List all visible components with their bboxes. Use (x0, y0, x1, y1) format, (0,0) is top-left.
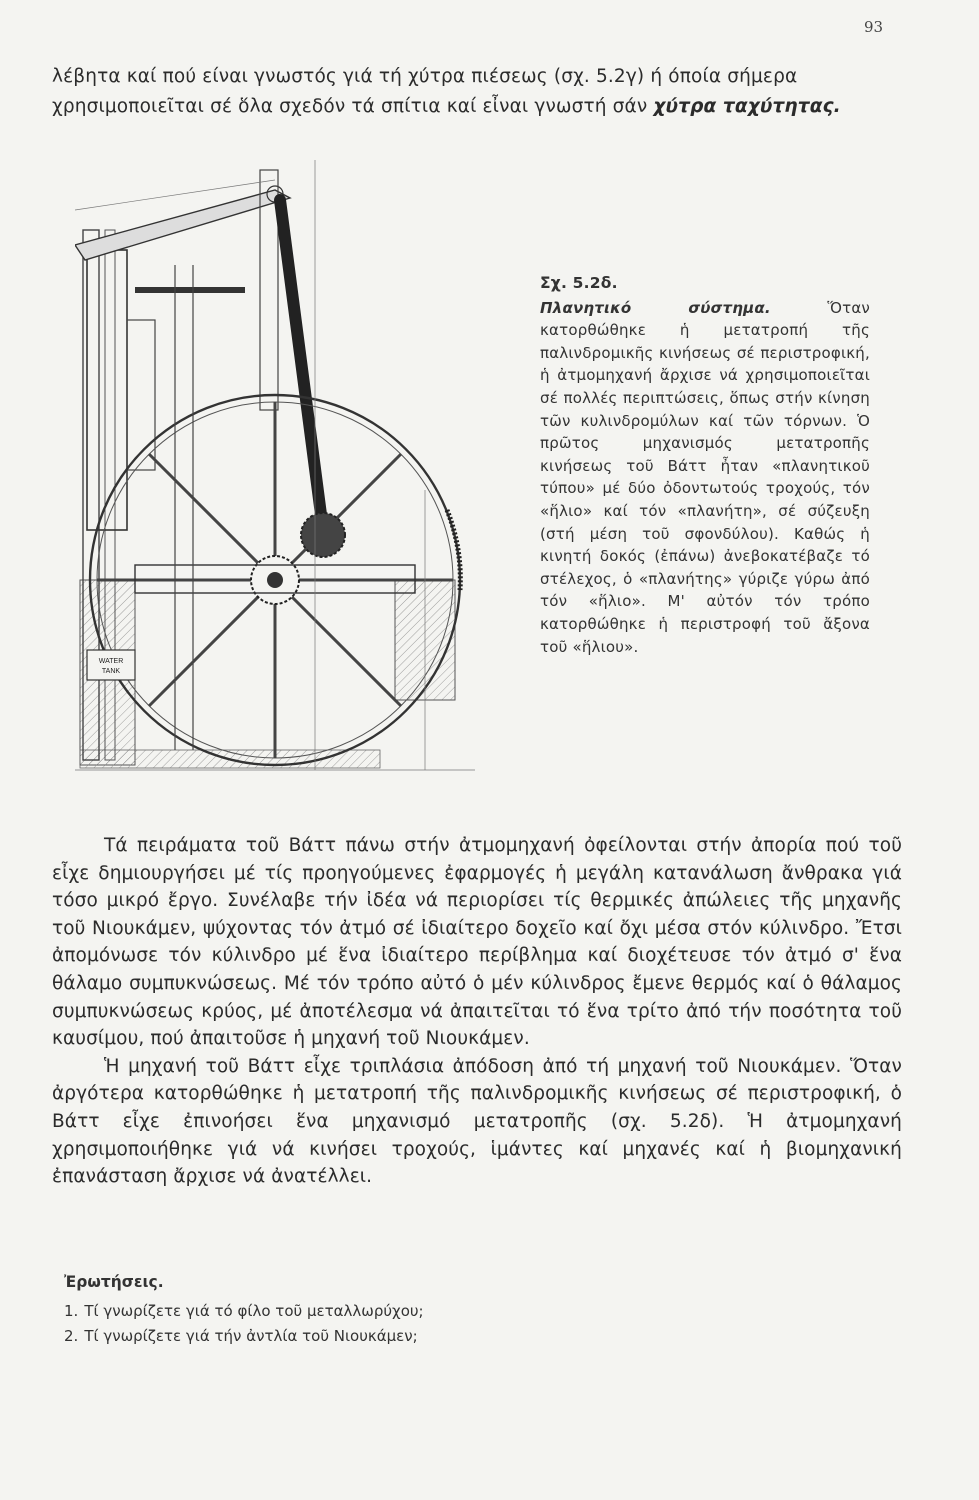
engine-drawing-svg (75, 150, 495, 790)
body-paragraph-1: Τά πειράματα τοῦ Βάττ πάνω στήν ἀτμομηχανή ὀφείλονται στήν ἀπορία πού τοῦ εἶχε δημιουργήσει μέ τίς προηγούμενες ἐφαρμογές ἡ μεγάλη κατανάλωση ἄνθρακα γιά τόσο μικρό ἔργο. Συνέλαβε τήν ἰδέα νά περιορίσει τίς θερμικές ἀπώλειες τῆς μηχανῆς τοῦ Νιουκάμεν, ψύχοντας τόν ἀτμό σέ ἰδιαίτερο δοχεῖο καί ὄχι μέσα στόν κύλινδρο. Ἔτσι ἀπομόνωσε τόν κύλινδρο μέ ἕνα ἰδιαίτερο περίβλημα καί διοχέτευσε τόν ἀτμό σ' ἕνα θάλαμο συμπυκνώσεως. Μέ τόν τρόπο αὐτό ὁ μέν κύλινδρος ἔμενε θερμός καί ὁ θάλαμος συμπυκνώσεως κρύος, μέ ἀποτέλεσμα νά ἀπαιτεῖται τό ἕνα τρίτο ἀπό τήν ποσότητα τοῦ καυσίμου, πού ἀπαιτοῦσε ἡ μηχανή τοῦ Νιουκάμεν. (52, 835, 902, 1050)
water-tank (87, 650, 135, 680)
body-paragraph-2: Ἡ μηχανή τοῦ Βάττ εἶχε τριπλάσια ἀπόδοση ἀπό τή μηχανή τοῦ Νιουκάμεν. Ὅταν ἀργότερα κατορθώθηκε ἡ μετατροπή τῆς παλινδρομικῆς κινήσεως σέ περιστροφική, ὁ Βάττ εἶχε ἐπινοήσει ἕνα μηχανισμό μετατροπῆς (σχ. 5.2δ). Ἡ ἀτμομηχανή χρησιμοποιήθηκε γιά νά κινήσει τροχούς, ἱμάντες καί μηχανές καί ἡ βιομηχανική ἐπανάσταση ἄρχισε νά ἀνατέλλει. (52, 1055, 902, 1188)
figure-number: Σχ. 5.2δ. (540, 274, 618, 292)
flywheel-teeth (447, 510, 460, 590)
questions-heading: Ἐρωτήσεις. (64, 1273, 164, 1291)
question-item (64, 1299, 864, 1324)
intro-paragraph (52, 62, 902, 122)
working-beam (75, 190, 290, 260)
question-item (64, 1324, 864, 1349)
question-text: Τί γνωρίζετε γιά τήν ἀντλία τοῦ Νιουκάμεν; (84, 1327, 418, 1345)
intro-emphasis: χύτρα ταχύτητας. (653, 96, 841, 117)
figure-title: Πλανητικό σύστημα. (540, 298, 771, 317)
figure-caption (540, 272, 870, 658)
questions-section (64, 1270, 864, 1349)
question-text: Τί γνωρίζετε γιά τό φίλο τοῦ μεταλλωρύχου; (84, 1302, 424, 1320)
connecting-rod (280, 200, 323, 530)
page-number: 93 (864, 18, 884, 36)
question-number: 1. (64, 1302, 79, 1320)
sun-axle (267, 572, 283, 588)
water-tank-label-2: TANK (101, 668, 121, 675)
figure-planetary-engine-drawing (75, 150, 495, 790)
questions-list (64, 1299, 864, 1349)
figure-caption-text: Ὅταν κατορθώθηκε ἡ μετατροπή τῆς παλινδρομικῆς κινήσεως σέ περιστροφική, ἡ ἀτμομηχανή ἄρχισε νά χρησιμοποιεῖται σέ πολλές περιπτώσεις, ὅπως στήν κίνηση τῶν κυλινδρομύλων καί τῶν τόρνων. Ὁ πρῶτος μηχανισμός μετατροπῆς κινήσεως τοῦ Βάττ ἦταν «πλανητικοῦ τύπου» μέ δύο ὀδοντωτούς τροχούς, τόν «ἥλιο» καί τόν «πλανήτη», σέ σύζευξη (στή μέση τοῦ σφονδύλου). Καθώς ἡ κινητή δοκός (ἐπάνω) ἀνεβοκατέβαζε τό στέλεχος, ὁ «πλανήτης» γύριζε γύρω ἀπό τόν «ἥλιο». Μ' αὐτόν τόν τρόπο κατορθώθηκε ἡ περιστροφή τοῦ ἄξονα τοῦ «ἥλιου». (540, 298, 870, 656)
water-tank-label-1: WATER (98, 658, 124, 665)
question-number: 2. (64, 1327, 79, 1345)
intro-text: λέβητα καί πού είναι γνωστός γιά τή χύτρα πιέσεως (σχ. 5.2γ) ή όποία σήμερα χρησιμοποιεῖται σέ ὅλα σχεδόν τά σπίτια καί εἶναι γνωστή σάν (52, 66, 798, 117)
valve-chest (127, 320, 155, 470)
steam-cylinder (87, 250, 127, 530)
planet-gear (301, 513, 345, 557)
body-text (52, 832, 902, 1191)
